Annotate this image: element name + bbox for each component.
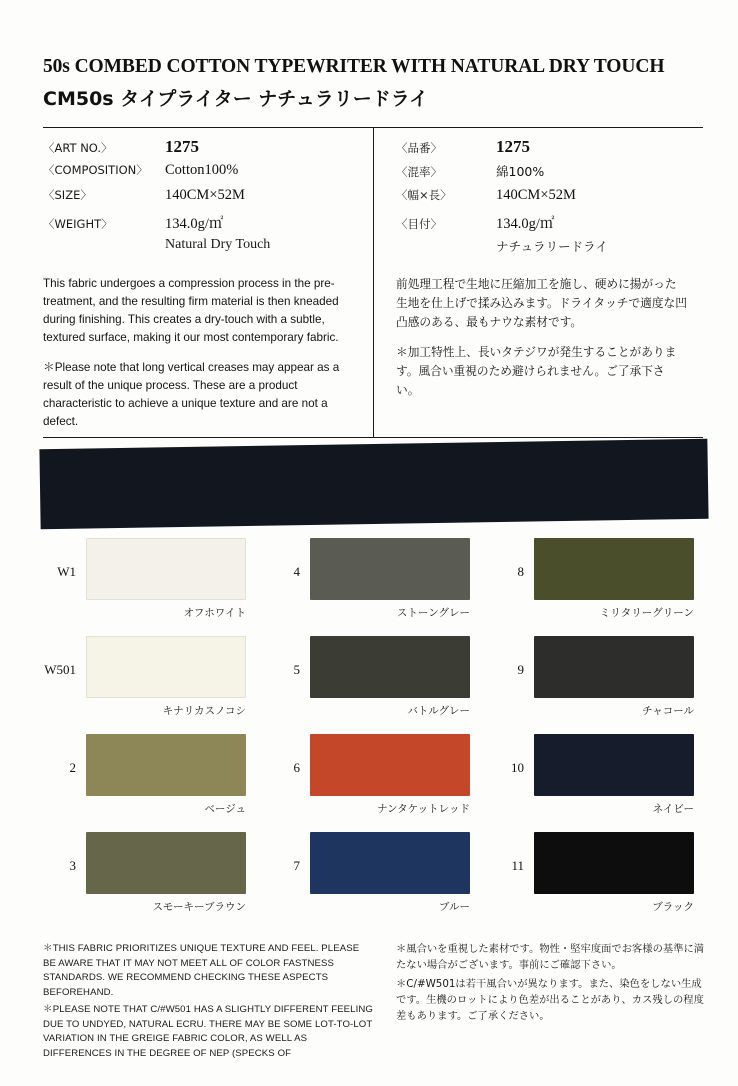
specification-table — [43, 127, 703, 438]
spec-label: 〈目付〉 — [396, 217, 442, 231]
swatch-cell[interactable] — [488, 636, 712, 734]
swatch-color — [310, 734, 470, 796]
spec-value: 134.0g/㎡ — [496, 216, 555, 232]
swatch-name: ブルー — [438, 901, 470, 913]
swatch-cell[interactable] — [488, 832, 712, 930]
swatch-name: チャコール — [642, 705, 694, 717]
swatch-cell[interactable] — [40, 636, 264, 734]
description-paragraph-english: This fabric undergoes a compression process in the pre-treatment, and the resulting firm material is then kneaded during finishing. This creates a dry-touch with a subtle, textured surface, making it our most contemporary fabric. — [43, 277, 339, 345]
swatch-code: 3 — [69, 858, 76, 873]
footer-column-english — [43, 942, 374, 1062]
swatch-box — [310, 734, 472, 816]
swatch-cell[interactable] — [264, 538, 488, 636]
swatch-code: 4 — [293, 564, 300, 579]
swatch-color — [534, 734, 694, 796]
spec-value: 140CM×52M — [496, 187, 576, 203]
spec-row — [396, 187, 703, 212]
swatch-cell[interactable] — [264, 734, 488, 832]
fabric-banner-swatch — [39, 439, 708, 529]
swatch-cell[interactable] — [488, 538, 712, 636]
spec-row — [43, 162, 373, 187]
footer-column-japanese — [374, 942, 705, 1062]
swatch-box — [534, 636, 696, 718]
spec-value: 綿100% — [496, 164, 545, 179]
footer-note: ＊風合いを重視した素材です。物性・堅牢度面でお客様の基準に満たない場合がございます。事前にご確認下さい。 — [396, 943, 705, 971]
swatch-cell[interactable] — [40, 734, 264, 832]
swatch-box — [310, 538, 472, 620]
main-fabric-banner — [40, 444, 710, 528]
swatch-color — [310, 636, 470, 698]
spec-value: Cotton100% — [165, 162, 239, 178]
note-paragraph-japanese: ＊加工特性上、長いタテジワが発生することがあります。風合い重視のため避けられません。ご了承下さい。 — [396, 344, 677, 397]
swatch-name: ブラック — [652, 901, 694, 913]
swatch-color — [86, 832, 246, 894]
swatch-color — [310, 832, 470, 894]
spec-label: 〈ART NO.〉 — [43, 141, 113, 155]
swatch-name: ベージュ — [204, 803, 246, 815]
swatch-box — [86, 734, 248, 816]
swatch-name: スモーキーブラウン — [152, 901, 246, 913]
spec-row — [396, 137, 703, 162]
spec-row-extra — [396, 237, 703, 267]
spec-row — [396, 212, 703, 237]
sheet-content — [26, 14, 712, 1074]
spec-label: 〈品番〉 — [396, 141, 442, 155]
swatch-code: 10 — [511, 760, 524, 775]
swatch-cell[interactable] — [40, 538, 264, 636]
swatch-code: 6 — [293, 760, 300, 775]
swatch-color — [86, 636, 246, 698]
spec-label: 〈SIZE〉 — [43, 188, 92, 202]
spec-row — [43, 212, 373, 237]
swatch-color — [534, 636, 694, 698]
color-swatch-grid — [40, 538, 712, 930]
spec-value: 134.0g/㎡ — [165, 216, 224, 232]
spec-value: 140CM×52M — [165, 187, 245, 203]
swatch-cell[interactable] — [488, 734, 712, 832]
swatch-code: W1 — [57, 564, 76, 579]
swatch-box — [86, 832, 248, 914]
spec-label: 〈混率〉 — [396, 165, 442, 179]
swatch-code: 11 — [511, 858, 524, 873]
spec-extra-value: ナチュラリードライ — [496, 239, 608, 254]
swatch-box — [534, 538, 696, 620]
swatch-name: バトルグレー — [407, 705, 470, 717]
spec-value: 1275 — [496, 137, 530, 156]
swatch-code: 8 — [517, 564, 524, 579]
swatch-name: ストーングレー — [396, 607, 470, 619]
swatch-color — [310, 538, 470, 600]
swatch-box — [534, 832, 696, 914]
spec-label: 〈COMPOSITION〉 — [43, 163, 148, 177]
swatch-color — [86, 538, 246, 600]
spec-row — [43, 187, 373, 212]
swatch-cell[interactable] — [40, 832, 264, 930]
swatch-name: ネイビー — [652, 803, 694, 815]
spec-label: 〈幅×長〉 — [396, 188, 452, 202]
spec-column-english — [43, 128, 373, 437]
swatch-box — [310, 636, 472, 718]
spec-row — [396, 162, 703, 187]
swatch-code: 2 — [69, 760, 76, 775]
note-paragraph-english: ＊Please note that long vertical creases may appear as a result of the unique process. These are a product characteristic to achieve a unique texture and are not a defect. — [43, 360, 340, 428]
page-title-english: 50s COMBED COTTON TYPEWRITER WITH NATURAL DRY TOUCH — [43, 56, 665, 77]
swatch-color — [534, 538, 694, 600]
spec-row-extra — [43, 237, 373, 267]
swatch-code: 5 — [293, 662, 300, 677]
swatch-cell[interactable] — [264, 636, 488, 734]
swatch-cell[interactable] — [264, 832, 488, 930]
spec-extra-value: Natural Dry Touch — [165, 237, 271, 252]
spec-row — [43, 137, 373, 162]
footer-note: ＊THIS FABRIC PRIORITIZES UNIQUE TEXTURE AND FEEL. PLEASE BE AWARE THAT IT MAY NOT MEET ALL OF COLOR FASTNESS STANDARDS. WE RECOMMEND CHECKING THESE ASPECTS BEFOREHAND. — [43, 943, 360, 998]
swatch-box — [310, 832, 472, 914]
swatch-color — [534, 832, 694, 894]
swatch-name: キナリカスノコシ — [162, 705, 246, 717]
swatch-code: W501 — [44, 662, 76, 677]
swatch-box — [534, 734, 696, 816]
spec-column-japanese — [373, 128, 703, 437]
swatch-name: オフホワイト — [183, 607, 246, 619]
spec-value: 1275 — [165, 137, 199, 156]
footer-note: ＊C/#W501は若干風合いが異なります。また、染色をしない生成です。生機のロットにより色差が出ることがあり、カス残しの程度差もあります。ご了承ください。 — [396, 977, 704, 1022]
swatch-name: ミリタリーグリーン — [599, 607, 694, 619]
page-title-japanese: CM50s タイプライター ナチュラリードライ — [43, 88, 429, 110]
footer-note: ＊PLEASE NOTE THAT C/#W501 HAS A SLIGHTLY DIFFERENT FEELING DUE TO UNDYED, NATURAL ECRU. THERE MAY BE SOME LOT-TO-LOT VARIATION IN THE GREIGE FABRIC COLOR, AS WELL AS DIFFERENCES IN THE DEGREE OF NEP (SPECKS OF — [43, 1004, 373, 1060]
swatch-name: ナンタケットレッド — [377, 803, 470, 815]
footer-notes — [43, 942, 705, 1062]
swatch-box — [86, 538, 248, 620]
description-paragraph-japanese: 前処理工程で生地に圧縮加工を施し、硬めに揚がった生地を仕上げで揉み込みます。ドライタッチで適度な凹凸感のある、最もナウな素材です。 — [396, 277, 687, 329]
swatch-box — [86, 636, 248, 718]
swatch-code: 7 — [293, 858, 300, 873]
swatch-code: 9 — [517, 662, 524, 677]
swatch-color — [86, 734, 246, 796]
spec-label: 〈WEIGHT〉 — [43, 217, 113, 231]
